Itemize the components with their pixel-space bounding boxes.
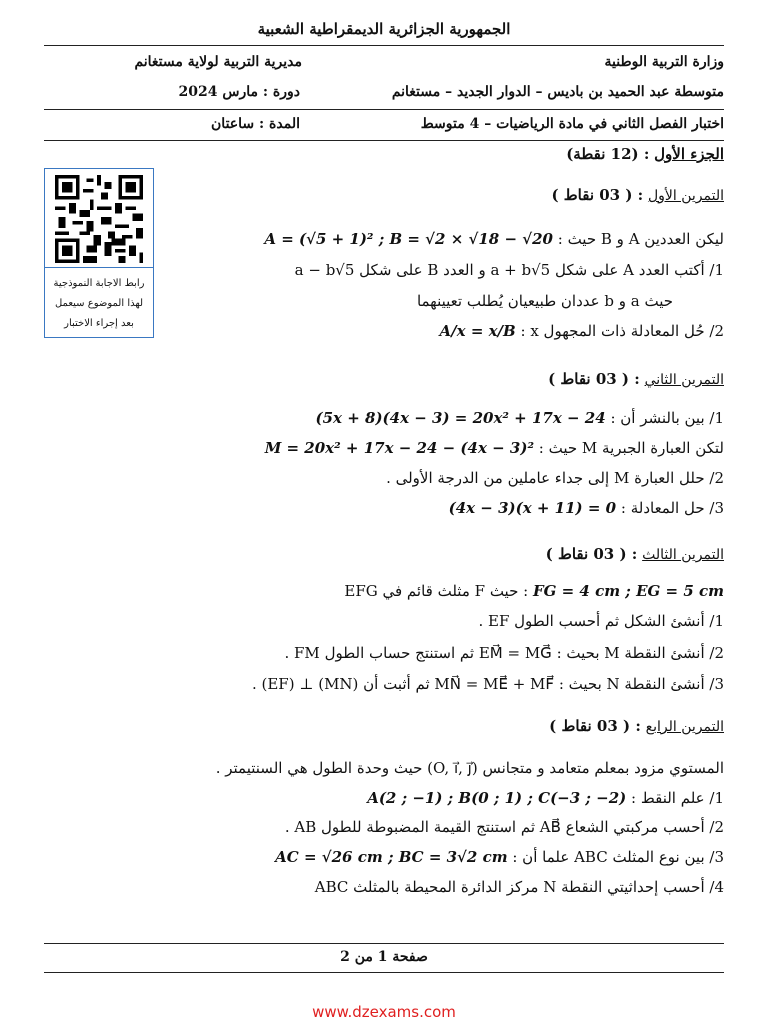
ex2-line3: 2/ حلل العبارة M إلى جداء عاملين من الدرجة الأولى . xyxy=(386,469,724,487)
ex4-line4-math: AC = √26 cm ; BC = 3√2 cm xyxy=(275,848,508,866)
part1-heading xyxy=(566,145,724,163)
header-rule-mid xyxy=(44,109,724,110)
ex1-line4 xyxy=(440,322,724,340)
ex1-line1 xyxy=(264,230,724,248)
session: دورة : مارس 2024 xyxy=(178,84,300,100)
ex3-line2: 1/ أنشئ الشكل ثم أحسب الطول EF . xyxy=(478,612,724,630)
ex1-line2: 1/ أكتب العدد A على شكل a + b√5 و العدد B على شكل a − b√5 xyxy=(294,261,724,279)
ex4-line2-math: A(2 ; −1) ; B(0 ; 1) ; C(−3 ; −2) xyxy=(367,789,627,807)
ex2-title: التمرين الثاني xyxy=(644,372,724,388)
ex2-line4 xyxy=(449,499,724,517)
ex2-line2-math: M = 20x² + 17x − 24 − (4x − 3)² xyxy=(264,439,535,457)
ex4-line2-text: 1/ علم النقط : xyxy=(631,789,724,807)
ex1-line1-math: A = (√5 + 1)² ; B = √2 × √18 − √20 xyxy=(264,230,553,248)
ex1-line4-math: A/x = x/B xyxy=(439,322,516,340)
ex4-line4 xyxy=(275,848,724,866)
watermark-link[interactable]: www.dzexams.com xyxy=(312,1003,456,1021)
ex3-line1-text: EFG مثلث قائم في F حيث : xyxy=(344,582,529,600)
ex1-heading xyxy=(551,186,724,204)
directorate: مديرية التربية لولاية مستغانم xyxy=(134,54,302,70)
ex4-line2 xyxy=(367,789,724,807)
exam-title: اختبار الفصل الثاني في مادة الرياضيات – 4 متوسط xyxy=(420,116,724,132)
ex2-heading xyxy=(548,370,724,388)
ex3-heading xyxy=(546,545,724,563)
ex4-heading xyxy=(549,717,724,735)
school-name: متوسطة عبد الحميد بن باديس – الدوار الجديد – مستغانم xyxy=(391,84,724,100)
page-number: صفحة 1 من 2 xyxy=(340,949,428,965)
republic-title: الجمهورية الجزائرية الديمقراطية الشعبية xyxy=(257,20,511,38)
ex2-line1-math: (5x + 8)(4x − 3) = 20x² + 17x − 24 xyxy=(315,409,606,427)
header-rule-bottom xyxy=(44,140,724,141)
footer-rule-bottom xyxy=(44,972,724,973)
qr-note: رابط الاجابة النموذجية لهذا الموضوع سيعمل بعد إجراء الاختبار xyxy=(45,267,153,334)
ex3-line1-math: FG = 4 cm ; EG = 5 cm xyxy=(532,582,724,600)
part1-label: الجزء الأول xyxy=(654,145,724,163)
ex2-points: : ( 03 نقاط ) xyxy=(548,370,640,388)
ex4-line3: 2/ أحسب مركبتي الشعاع AB⃗ ثم استنتج القيمة المضبوطة للطول AB . xyxy=(284,818,724,836)
ex2-line1-text: 1/ بين بالنشر أن : xyxy=(610,409,724,427)
ex2-line2-text: لتكن العبارة الجبرية M حيث : xyxy=(538,439,724,457)
ex4-title: التمرين الرابع xyxy=(645,719,724,735)
ex2-line1 xyxy=(316,409,724,427)
ex2-line4-text: 3/ حل المعادلة : xyxy=(620,499,724,517)
ex2-line4-math: (4x − 3)(x + 11) = 0 xyxy=(448,499,617,517)
ministry: وزارة التربية الوطنية xyxy=(604,54,724,70)
ex4-line5: 4/ أحسب إحداثيتي النقطة N مركز الدائرة المحيطة بالمثلث ABC xyxy=(314,878,724,896)
ex3-line3: 2/ أنشئ النقطة M بحيث : EM⃗ = MG⃗ ثم استنتج حساب الطول FM . xyxy=(284,644,724,662)
ex4-line4-text: 3/ بين نوع المثلث ABC علما أن : xyxy=(512,848,724,866)
header-rule-top xyxy=(44,45,724,46)
ex1-points: : ( 03 نقاط ) xyxy=(551,186,644,204)
ex1-line3: حيث a و b عددان طبيعيان يُطلب تعيينهما xyxy=(416,292,673,310)
footer-rule-top xyxy=(44,943,724,944)
ex3-title: التمرين الثالث xyxy=(642,547,724,563)
ex1-line1-text: ليكن العددين A و B حيث : xyxy=(557,230,724,248)
ex2-line2 xyxy=(265,439,724,457)
ex3-points: : ( 03 نقاط ) xyxy=(545,545,638,563)
ex1-title: التمرين الأول xyxy=(647,188,724,204)
ex3-line1 xyxy=(344,582,724,600)
ex3-line4: 3/ أنشئ النقطة N بحيث : MN⃗ = ME⃗ + MF⃗ ثم أثبت أن (MN) ⊥ (EF) . xyxy=(251,675,724,693)
duration: المدة : ساعتان xyxy=(211,116,300,132)
ex1-line4-text: 2/ حُل المعادلة ذات المجهول x : xyxy=(520,322,724,340)
part1-points: : (12 نقطة) xyxy=(566,145,650,163)
qr-box xyxy=(44,168,154,338)
ex4-points: : ( 03 نقاط ) xyxy=(549,717,641,735)
qr-code[interactable] xyxy=(55,175,143,263)
ex4-line1: المستوي مزود بمعلم متعامد و متجانس (O, i⃗, j⃗) حيث وحدة الطول هي السنتيمتر . xyxy=(215,759,724,777)
